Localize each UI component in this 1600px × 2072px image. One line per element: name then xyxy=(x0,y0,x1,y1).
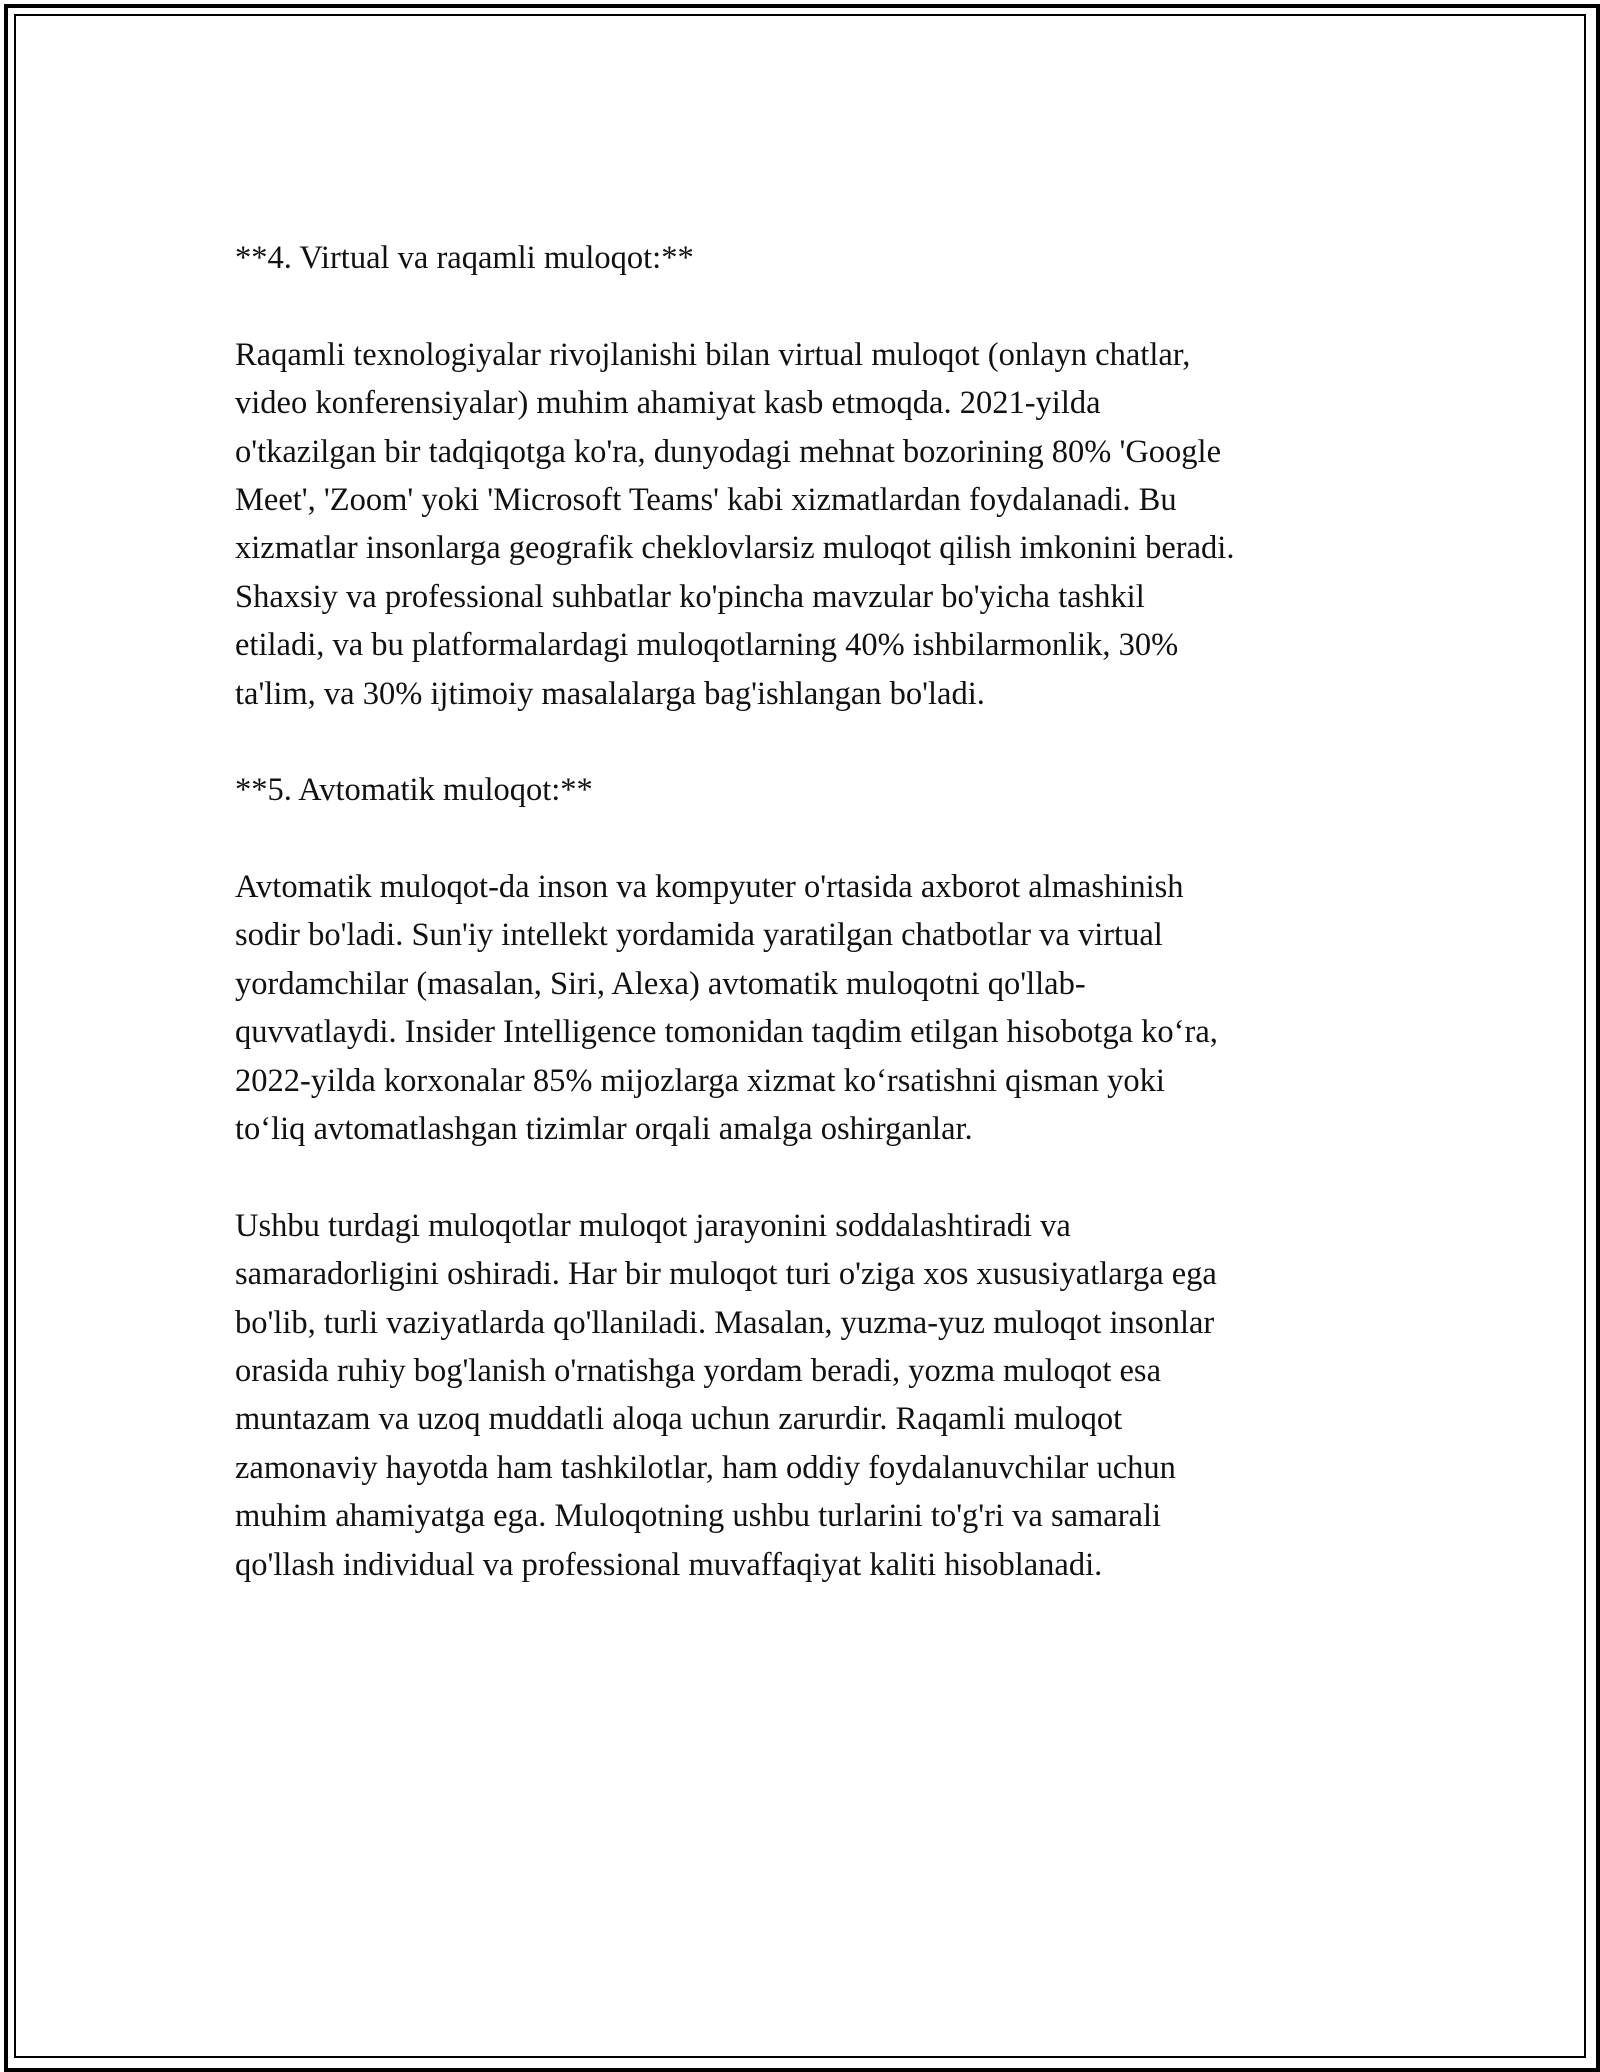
paragraph-line: bo'lib, turli vaziyatlarda qo'llaniladi. Masalan, yuzma-yuz muloqot insonlar xyxy=(235,1304,1215,1341)
paragraph-line: Raqamli texnologiyalar rivojlanishi bilan virtual muloqot (onlayn chatlar, xyxy=(235,336,1191,373)
paragraph-line: zamonaviy hayotda ham tashkilotlar, ham oddiy foydalanuvchilar uchun xyxy=(235,1449,1176,1486)
blank-line xyxy=(235,282,1385,330)
blank-line xyxy=(235,1153,1385,1201)
section-heading: **5. Avtomatik muloqot:** xyxy=(235,772,593,809)
paragraph-line: sodir bo'ladi. Sun'iy intellekt yordamida yaratilgan chatbotlar va virtual xyxy=(235,917,1163,954)
paragraph-line: etiladi, va bu platformalardagi muloqotlarning 40% ishbilarmonlik, 30% xyxy=(235,627,1179,664)
paragraph-line: Ushbu turdagi muloqotlar muloqot jarayonini soddalashtiradi va xyxy=(235,1207,1071,1244)
paragraph-line: qo'llash individual va professional muvaffaqiyat kaliti hisoblanadi. xyxy=(235,1546,1103,1583)
paragraph-line: to‘liq avtomatlashgan tizimlar orqali amalga oshirganlar. xyxy=(235,1111,973,1148)
paragraph-line: Meet', 'Zoom' yoki 'Microsoft Teams' kabi xizmatlardan foydalanadi. Bu xyxy=(235,481,1177,518)
paragraph xyxy=(235,1202,1385,1589)
paragraph-line: o'tkazilgan bir tadqiqotga ko'ra, dunyodagi mehnat bozorining 80% 'Google xyxy=(235,433,1222,470)
paragraph-line: Avtomatik muloqot-da inson va kompyuter o'rtasida axborot almashinish xyxy=(235,869,1184,906)
paragraph-line: samaradorligini oshiradi. Har bir muloqot turi o'ziga xos xususiyatlarga ega xyxy=(235,1256,1217,1293)
paragraph-line: Shaxsiy va professional suhbatlar ko'pincha mavzular bo'yicha tashkil xyxy=(235,578,1145,615)
paragraph-line: muntazam va uzoq muddatli aloqa uchun zarurdir. Raqamli muloqot xyxy=(235,1401,1123,1438)
paragraph-line: muhim ahamiyatga ega. Muloqotning ushbu turlarini to'g'ri va samarali xyxy=(235,1498,1162,1535)
blank-line xyxy=(235,718,1385,766)
blank-line xyxy=(235,815,1385,863)
paragraph-line: xizmatlar insonlarga geografik cheklovlarsiz muloqot qilish imkonini beradi. xyxy=(235,530,1235,567)
document-body xyxy=(235,234,1385,1589)
paragraph-line: orasida ruhiy bog'lanish o'rnatishga yordam beradi, yozma muloqot esa xyxy=(235,1352,1161,1389)
paragraph-line: ta'lim, va 30% ijtimoiy masalalarga bag'ishlangan bo'ladi. xyxy=(235,675,985,712)
paragraph-line: video konferensiyalar) muhim ahamiyat kasb etmoqda. 2021-yilda xyxy=(235,385,1101,422)
section-heading: **4. Virtual va raqamli muloqot:** xyxy=(235,240,694,276)
paragraph-line: 2022-yilda korxonalar 85% mijozlarga xizmat ko‘rsatishni qisman yoki xyxy=(235,1062,1165,1099)
paragraph-line: quvvatlaydi. Insider Intelligence tomonidan taqdim etilgan hisobotga ko‘ra, xyxy=(235,1014,1218,1051)
paragraph xyxy=(235,331,1385,718)
paragraph-line: yordamchilar (masalan, Siri, Alexa) avtomatik muloqotni qo'llab- xyxy=(235,965,1086,1002)
paragraph xyxy=(235,863,1385,1153)
